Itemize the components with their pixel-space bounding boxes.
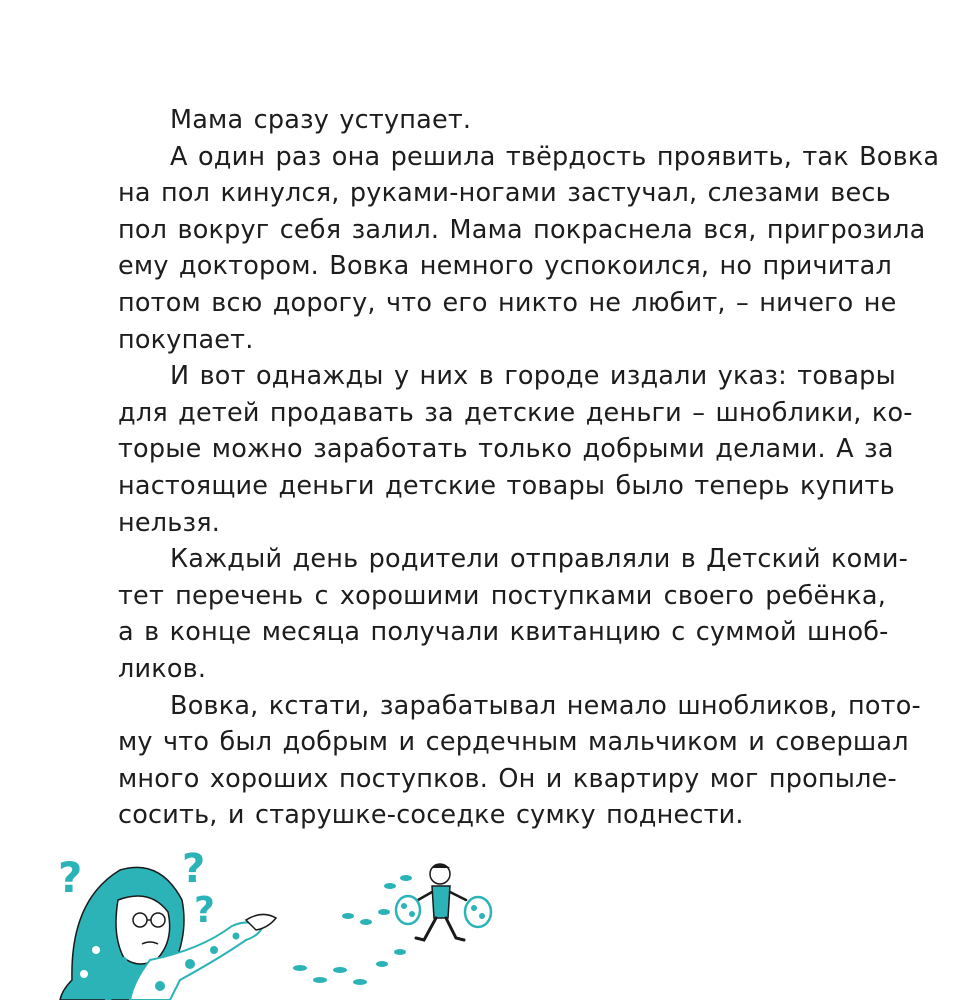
text-line: нельзя. [118,507,221,538]
question-mark-icon: ? [182,846,206,892]
text-line: покупает. [118,324,254,355]
text-line: ему доктором. Вовка немного успокоился, но причитал [118,251,892,282]
paragraph [118,139,940,359]
text-line: торые можно заработать только добрыми делами. А за [118,434,894,465]
text-line: а в конце месяца получали квитанцию с суммой шноб- [118,617,889,648]
text-line: тет перечень с хорошими поступками своего ребёнка, [118,580,886,611]
text-line: пол вокруг себя залил. Мама покраснела вся, пригрозила [118,214,926,245]
text-line: Мама сразу уступает. [170,105,472,135]
text-line: сосить, и старушке-соседке сумку поднести. [118,800,744,831]
old-woman-figure [60,867,276,1000]
paragraph [118,102,886,139]
text-line: на пол кинулся, руками-ногами застучал, слезами весь [118,178,891,209]
text-line: для детей продавать за детские деньги – шноблики, ко- [118,397,913,428]
text-line: потом всю дорогу, что его никто не любит, – ничего не [118,287,897,318]
text-line: Вовка, кстати, зарабатывал немало шнобликов, пото- [170,690,921,721]
paragraph [118,541,909,687]
text-line: настоящие деньги детские товары было теперь купить [118,470,895,501]
text-line: И вот однажды у них в городе издали указ: товары [170,361,896,392]
running-boy-figure [396,864,491,940]
story-illustration [0,840,977,1000]
text-line: му что был добрым и сердечным мальчиком и совершал [118,727,909,758]
paragraph [118,358,913,541]
text-line: ликов. [118,653,207,684]
footprints [293,875,412,985]
story-text [118,102,940,834]
text-line: А один раз она решила твёрдость проявить, так Вовка [170,141,940,172]
paragraph [118,688,921,834]
question-mark-icon: ? [194,890,215,931]
text-line: Каждый день родители отправляли в Детский коми- [170,544,909,575]
question-mark-icon: ? [58,853,83,902]
text-line: много хороших поступков. Он и квартиру мог пропыле- [118,763,897,794]
